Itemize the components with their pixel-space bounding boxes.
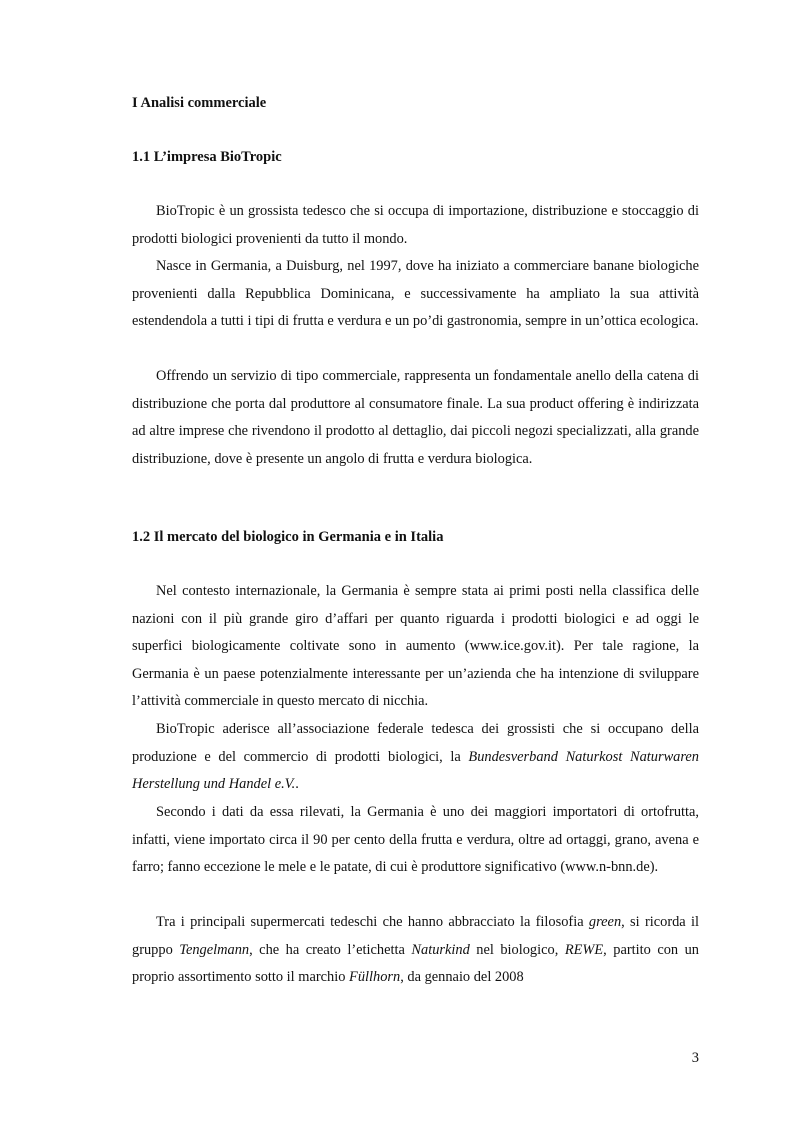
brand-tengelmann: Tengelmann bbox=[179, 941, 250, 958]
supermarkets-text-2: , si ricorda il gruppo bbox=[132, 914, 699, 958]
paragraph-import-data: Secondo i dati da essa rilevati, la Germania è uno dei maggiori importatori di ortofrutta, infatti, viene importato circa il 90 per cento della frutta e verdura, oltre ad ortaggi, grano, avena e farro; fanno eccezione le mele e le patate, di cui è produttore significativo (www.n-bnn.de). bbox=[132, 804, 699, 876]
paragraph-biotropic-history: Nasce in Germania, a Duisburg, nel 1997, dove ha iniziato a commerciare banane biologiche provenienti dalla Repubblica Dominicana, e successivamente ha ampliato la sua attività estendendola a tutti i tipi di frutta e verdura e un po’di gastronomia, sempre in un’ottica ecologica. bbox=[132, 258, 699, 330]
paragraph-biotropic-intro: BioTropic è un grossista tedesco che si occupa di importazione, distribuzione e stoccaggio di prodotti biologici provenienti da tutto il mondo. bbox=[132, 203, 699, 247]
supermarkets-text-5: , partito con un proprio assortimento sotto il marchio bbox=[132, 941, 699, 986]
supermarkets-text-4: nel biologico, bbox=[469, 941, 565, 958]
supermarkets-text-6: , da gennaio del 2008 bbox=[400, 969, 524, 986]
supermarkets-text-1: Tra i principali supermercati tedeschi che hanno abbracciato la filosofia bbox=[156, 914, 589, 930]
section-1-2-title: 1.2 Il mercato del biologico in Germania e in Italia bbox=[132, 529, 444, 545]
bnn-text-before: BioTropic aderisce all’associazione federale tedesca dei grossisti che si occupano della produzione e del commercio di prodotti biologici, la bbox=[132, 721, 699, 765]
brand-rewe: REWE bbox=[564, 941, 604, 958]
page-number: 3 bbox=[691, 1050, 699, 1066]
brand-naturkind: Naturkind bbox=[411, 941, 470, 958]
paragraph-supermarkets bbox=[132, 909, 699, 992]
bnn-association-name: Bundesverband Naturkost Naturwaren Herstellung und Handel e.V. bbox=[132, 748, 700, 793]
term-green: green bbox=[588, 914, 622, 930]
paragraph-biotropic-service: Offrendo un servizio di tipo commerciale, rappresenta un fondamentale anello della catena di distribuzione che porta dal produttore al consumatore finale. La sua product offering è indirizzata ad altre imprese che rivendono il prodotto al dettaglio, dai piccoli negozi specializzati, alla grande distribuzione, dove è presente un angolo di frutta e verdura biologica. bbox=[132, 368, 699, 467]
chapter-title: I Analisi commerciale bbox=[132, 95, 267, 111]
section-1-1-title: 1.1 L’impresa BioTropic bbox=[132, 149, 282, 165]
paragraph-germany-market: Nel contesto internazionale, la Germania è sempre stata ai primi posti nella classifica delle nazioni con il più grande giro d’affari per quanto riguarda i prodotti biologici e ad oggi le superfici biologicamente coltivate sono in aumento (www.ice.gov.it). Per tale ragione, la Germania è un paese potenzialmente interessante per un’azienda che ha intenzione di sviluppare l’attività commerciale in questo mercato di nicchia. bbox=[132, 583, 699, 710]
brand-fullhorn: Füllhorn bbox=[349, 969, 401, 986]
paragraph-bnn-association bbox=[132, 716, 699, 799]
supermarkets-text-3: , che ha creato l’etichetta bbox=[249, 941, 412, 958]
bnn-text-after: . bbox=[295, 776, 299, 793]
